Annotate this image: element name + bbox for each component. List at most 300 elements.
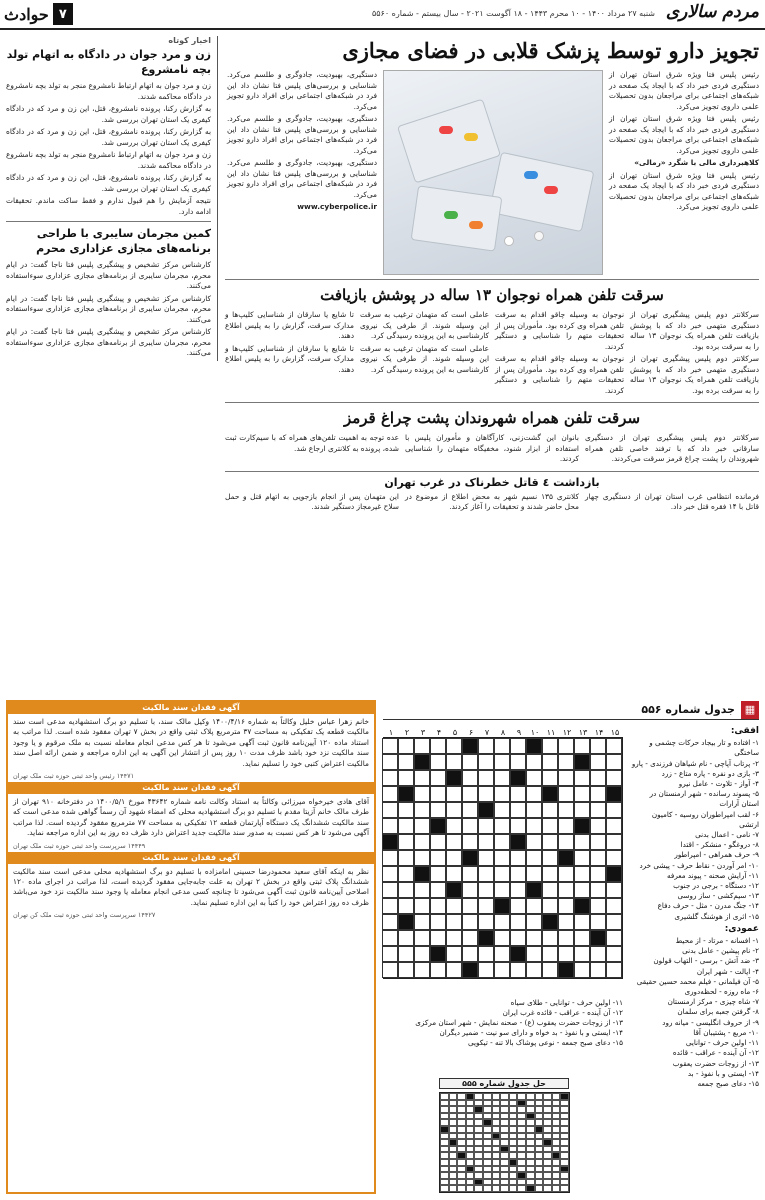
solution-cell bbox=[474, 1113, 483, 1120]
crossword-cell[interactable] bbox=[510, 882, 526, 898]
ad3-text: نظر به اینکه آقای سعید محمودرضا حسینی امامزاده با تسلیم دو برگ استشهادیه محلی مدعی است سند مالکیت ششدانگ پلاک ثبتی واقع در بخش ۲ تهران به علت جابه‌جایی مفقود گردیده است، لذا مراتب در اجرای ماده ۱۲۰ اصلاحی آیین‌نامه قانون ثبت آگهی می‌شود تا چنانچه کسی مدعی انجام معامله یا وجود سند مالکیت نزد خود می‌باشد ظرف ده روز اعتراض خود را کتباً به این اداره تسلیم نماید. bbox=[13, 866, 369, 907]
crossword-cell[interactable] bbox=[558, 834, 574, 850]
crossword-cell[interactable] bbox=[590, 738, 606, 754]
solution-cell bbox=[509, 1093, 518, 1100]
story3-headline: سرقت تلفن همراه شهروندان پشت چراغ قرمز bbox=[343, 409, 641, 427]
crossword-cell[interactable] bbox=[478, 850, 494, 866]
crossword-cell[interactable] bbox=[382, 930, 398, 946]
solution-cell bbox=[457, 1185, 466, 1192]
solution-cell bbox=[483, 1139, 492, 1146]
crossword-cell[interactable] bbox=[542, 754, 558, 770]
crossword-cell[interactable] bbox=[558, 866, 574, 882]
crossword-cell[interactable] bbox=[590, 818, 606, 834]
crossword-cell[interactable] bbox=[398, 754, 414, 770]
crossword-cell[interactable] bbox=[526, 898, 542, 914]
solution-cell bbox=[492, 1139, 501, 1146]
crossword-cell[interactable] bbox=[558, 946, 574, 962]
crossword-cell[interactable] bbox=[478, 866, 494, 882]
solution-cell bbox=[500, 1139, 509, 1146]
solution-cell bbox=[440, 1166, 449, 1173]
crossword-cell[interactable] bbox=[542, 866, 558, 882]
crossword-cell[interactable] bbox=[382, 962, 398, 978]
crossword-cell[interactable] bbox=[494, 786, 510, 802]
crossword-cell[interactable] bbox=[398, 770, 414, 786]
crossword-cell[interactable] bbox=[398, 802, 414, 818]
crossword-cell[interactable] bbox=[510, 898, 526, 914]
crossword-cell[interactable] bbox=[414, 946, 430, 962]
solution-cell bbox=[526, 1106, 535, 1113]
crossword-black-cell[interactable] bbox=[398, 914, 414, 930]
crossword-black-cell[interactable] bbox=[590, 930, 606, 946]
solution-cell bbox=[474, 1172, 483, 1179]
crossword-cell[interactable] bbox=[446, 850, 462, 866]
crossword-cell[interactable] bbox=[542, 738, 558, 754]
crossword-cell[interactable] bbox=[494, 882, 510, 898]
crossword-cell[interactable] bbox=[590, 962, 606, 978]
crossword-cell[interactable] bbox=[590, 946, 606, 962]
solution-cell bbox=[552, 1133, 561, 1140]
crossword-cell[interactable] bbox=[606, 738, 622, 754]
crossword-cell[interactable] bbox=[494, 802, 510, 818]
crossword-black-cell[interactable] bbox=[574, 754, 590, 770]
crossword-cell[interactable] bbox=[510, 930, 526, 946]
crossword-cell[interactable] bbox=[430, 898, 446, 914]
crossword-cell[interactable] bbox=[414, 738, 430, 754]
crossword-cell[interactable] bbox=[606, 914, 622, 930]
crossword-cell[interactable] bbox=[574, 786, 590, 802]
crossword-cell[interactable] bbox=[558, 882, 574, 898]
crossword-cell[interactable] bbox=[398, 962, 414, 978]
crossword-cell[interactable] bbox=[606, 946, 622, 962]
crossword-cell[interactable] bbox=[526, 962, 542, 978]
solution-cell bbox=[560, 1133, 569, 1140]
crossword-cell[interactable] bbox=[510, 786, 526, 802]
crossword-cell[interactable] bbox=[590, 882, 606, 898]
crossword-black-cell[interactable] bbox=[414, 754, 430, 770]
crossword-cell[interactable] bbox=[590, 770, 606, 786]
solution-cell bbox=[535, 1119, 544, 1126]
solution-cell bbox=[466, 1113, 475, 1120]
crossword-cell[interactable] bbox=[606, 834, 622, 850]
crossword-cell[interactable] bbox=[462, 946, 478, 962]
clue-item: ۱۳- از زوجات حضرت یعقوب bbox=[672, 1058, 759, 1068]
crossword-cell[interactable] bbox=[478, 962, 494, 978]
crossword-cell[interactable] bbox=[494, 946, 510, 962]
clue-item: ۱۴- ایستی و با نفوذ - بد خواه و دارای سو نیت - ضمیر دیگران bbox=[439, 1028, 623, 1037]
solution-cell bbox=[457, 1179, 466, 1186]
crossword-cell[interactable] bbox=[606, 962, 622, 978]
crossword-cell[interactable] bbox=[382, 898, 398, 914]
crossword-cell[interactable] bbox=[542, 930, 558, 946]
crossword-black-cell[interactable] bbox=[462, 850, 478, 866]
solution-cell bbox=[483, 1113, 492, 1120]
crossword-cell[interactable] bbox=[606, 882, 622, 898]
crossword-cell[interactable] bbox=[606, 930, 622, 946]
crossword-cell[interactable] bbox=[398, 946, 414, 962]
crossword-cell[interactable] bbox=[398, 738, 414, 754]
crossword-cell[interactable] bbox=[478, 754, 494, 770]
crossword-black-cell[interactable] bbox=[542, 914, 558, 930]
crossword-black-cell[interactable] bbox=[446, 882, 462, 898]
crossword-cell[interactable] bbox=[446, 914, 462, 930]
crossword-black-cell[interactable] bbox=[558, 962, 574, 978]
story4-headline: بازداشت ٤ قاتل خطرناک در غرب تهران bbox=[384, 475, 600, 489]
crossword-cell[interactable] bbox=[414, 802, 430, 818]
crossword-black-cell[interactable] bbox=[542, 786, 558, 802]
crossword-cell[interactable] bbox=[494, 818, 510, 834]
crossword-cell[interactable] bbox=[446, 786, 462, 802]
crossword-cell[interactable] bbox=[414, 834, 430, 850]
crossword-cell[interactable] bbox=[414, 962, 430, 978]
crossword-cell[interactable] bbox=[446, 962, 462, 978]
solution-cell bbox=[492, 1159, 501, 1166]
crossword-black-cell[interactable] bbox=[478, 930, 494, 946]
lead-website: www.cyberpolice.ir bbox=[297, 202, 377, 211]
crossword-cell[interactable] bbox=[430, 834, 446, 850]
crossword-black-cell[interactable] bbox=[382, 834, 398, 850]
crossword-cell[interactable] bbox=[510, 850, 526, 866]
crossword-cell[interactable] bbox=[574, 962, 590, 978]
story2-body: سرکلانتر دوم پلیس پیشگیری تهران از دستگیری متهمی خبر داد که با پوشش بازیافت تلفن همراه یک نوجوان ۱۳ ساله را به سرقت برده بود. سرکلانتر دوم پلیس پیشگیری تهران از دستگیری متهمی خبر داد که با پوشش بازیافت تلفن همراه یک نوجوان ۱۳ ساله را به سرقت برده بود. نوجوان به وسیله چاقو اقدام به سرقت تلفن همراه وی کرده بود. مأموران پس از تحقیقات متهم را شناسایی و دستگیر کردند. نوجوان به وسیله چاقو اقدام به سرقت تلفن همراه وی کرده بود. مأموران پس از تحقیقات متهم را شناسایی و دستگیر کردند. عاملی است که متهمان ترغیب به سرقت این وسیله شوند. از طرفی یک نیروی کارشناسی به این پرونده رسیدگی کرد. عاملی است که متهمان ترغیب به سرقت این وسیله شوند. از طرفی یک نیروی کارشناسی به این پرونده رسیدگی کرد. تا شایع یا سارقان از شناسایی کلیپ‌ها و مدارک سرقت، گزارش را به پلیس اطلاع دهند. تا شایع یا سارقان از شناسایی کلیپ‌ها و مدارک سرقت، گزارش را به پلیس اطلاع دهند. bbox=[225, 310, 759, 395]
crossword-black-cell[interactable] bbox=[478, 802, 494, 818]
crossword-cell[interactable] bbox=[446, 946, 462, 962]
clue-item: ۱۵- اثری از هوشنگ گلشیری bbox=[674, 911, 759, 921]
crossword-cell[interactable] bbox=[526, 802, 542, 818]
crossword-cell[interactable] bbox=[590, 802, 606, 818]
crossword-cell[interactable] bbox=[574, 834, 590, 850]
ad1-text: خانم زهرا عباس خلیل وکالتاً به شماره ۱۴۰۰/۴/۱۶ وکیل مالک سند، با تسلیم دو برگ استشهادیه مدعی است سند مالکیت قطعه یک تفکیکی به مساحت ۳۷ مترمربع پلاک ثبتی واقع در بخش ۷ تهران مفقود شده است. لذا مراتب به استناد ماده ۱۲۰ آیین‌نامه قانون ثبت آگهی می‌شود تا هر کس مدعی انجام معامله نسبت به ملک مرقوم و یا وجود سند مالکیت نزد خود باشد ظرف مدت ۱۰ روز پس از انتشار این آگهی به این اداره مراجعه و ضمن ارائه اصل سند مالکیت اعتراض کتبی خود را تسلیم نماید. bbox=[13, 717, 369, 768]
crossword-cell[interactable] bbox=[398, 882, 414, 898]
crossword-cell[interactable] bbox=[462, 866, 478, 882]
clue-item: ۹- از حروف انگلیسی - میانه رود bbox=[662, 1017, 759, 1027]
legal-ads-box bbox=[6, 700, 376, 1194]
solution-cell bbox=[517, 1093, 526, 1100]
crossword-cell[interactable] bbox=[590, 786, 606, 802]
crossword-cell[interactable] bbox=[606, 850, 622, 866]
crossword-cell[interactable] bbox=[558, 802, 574, 818]
crossword-cell[interactable] bbox=[478, 914, 494, 930]
crossword-cell[interactable] bbox=[430, 786, 446, 802]
crossword-cell[interactable] bbox=[430, 802, 446, 818]
crossword-cell[interactable] bbox=[382, 786, 398, 802]
solution-cell bbox=[552, 1166, 561, 1173]
crossword-cell[interactable] bbox=[526, 850, 542, 866]
solution-cell bbox=[440, 1152, 449, 1159]
crossword-cell[interactable] bbox=[494, 770, 510, 786]
crossword-cell[interactable] bbox=[542, 882, 558, 898]
solution-cell bbox=[466, 1133, 475, 1140]
solution-cell bbox=[449, 1159, 458, 1166]
solution-cell bbox=[483, 1119, 492, 1126]
crossword-cell[interactable] bbox=[574, 946, 590, 962]
crossword-cell[interactable] bbox=[542, 962, 558, 978]
crossword-clues bbox=[631, 724, 759, 1089]
crossword-cell[interactable] bbox=[542, 802, 558, 818]
crossword-cell[interactable] bbox=[430, 866, 446, 882]
crossword-black-cell[interactable] bbox=[446, 770, 462, 786]
solution-cell bbox=[492, 1133, 501, 1140]
crossword-cell[interactable] bbox=[414, 770, 430, 786]
crossword-cell[interactable] bbox=[558, 818, 574, 834]
crossword-cell[interactable] bbox=[558, 754, 574, 770]
crossword-cell[interactable] bbox=[430, 882, 446, 898]
column-number: ۱۵ bbox=[610, 728, 620, 737]
crossword-cell[interactable] bbox=[462, 770, 478, 786]
crossword-cell[interactable] bbox=[494, 866, 510, 882]
crossword-cell[interactable] bbox=[478, 834, 494, 850]
crossword-black-cell[interactable] bbox=[494, 898, 510, 914]
crossword-cell[interactable] bbox=[430, 770, 446, 786]
crossword-cell[interactable] bbox=[606, 754, 622, 770]
crossword-cell[interactable] bbox=[478, 738, 494, 754]
crossword-cell[interactable] bbox=[462, 786, 478, 802]
crossword-cell[interactable] bbox=[478, 882, 494, 898]
crossword-cell[interactable] bbox=[430, 850, 446, 866]
solution-cell bbox=[466, 1166, 475, 1173]
crossword-cell[interactable] bbox=[462, 818, 478, 834]
crossword-cell[interactable] bbox=[478, 770, 494, 786]
crossword-cell[interactable] bbox=[510, 914, 526, 930]
solution-cell bbox=[509, 1126, 518, 1133]
crossword-cell[interactable] bbox=[382, 882, 398, 898]
crossword-cell[interactable] bbox=[414, 898, 430, 914]
crossword-cell[interactable] bbox=[494, 850, 510, 866]
crossword-cell[interactable] bbox=[430, 962, 446, 978]
crossword-cell[interactable] bbox=[526, 818, 542, 834]
crossword-black-cell[interactable] bbox=[606, 786, 622, 802]
crossword-grid-wrap bbox=[383, 728, 623, 979]
crossword-cell[interactable] bbox=[558, 770, 574, 786]
clue-item: ۱۲- آن آینده - عراقب - قائده bbox=[672, 1048, 759, 1058]
clue-item: ۵- آن فیلمانی - فیلم محمد حسین حقیقی bbox=[636, 976, 759, 986]
crossword-cell[interactable] bbox=[478, 898, 494, 914]
crossword-cell[interactable] bbox=[494, 834, 510, 850]
crossword-cell[interactable] bbox=[382, 850, 398, 866]
solution-cell bbox=[457, 1166, 466, 1173]
crossword-cell[interactable] bbox=[590, 866, 606, 882]
crossword-cell[interactable] bbox=[414, 786, 430, 802]
crossword-cell[interactable] bbox=[446, 738, 462, 754]
crossword-cell[interactable] bbox=[446, 818, 462, 834]
crossword-cell[interactable] bbox=[574, 914, 590, 930]
crossword-cell[interactable] bbox=[446, 754, 462, 770]
crossword-cell[interactable] bbox=[414, 914, 430, 930]
crossword-cell[interactable] bbox=[558, 930, 574, 946]
crossword-cell[interactable] bbox=[526, 786, 542, 802]
crossword-cell[interactable] bbox=[494, 962, 510, 978]
crossword-cell[interactable] bbox=[510, 738, 526, 754]
crossword-cell[interactable] bbox=[462, 834, 478, 850]
crossword-cell[interactable] bbox=[398, 850, 414, 866]
ad2-title: آگهی فقدان سند مالکیت bbox=[8, 782, 374, 794]
crossword-black-cell[interactable] bbox=[430, 946, 446, 962]
crossword-black-cell[interactable] bbox=[558, 850, 574, 866]
solution-cell bbox=[492, 1113, 501, 1120]
crossword-cell[interactable] bbox=[526, 930, 542, 946]
solution-cell bbox=[543, 1159, 552, 1166]
solution-cell bbox=[509, 1133, 518, 1140]
crossword-cell[interactable] bbox=[574, 802, 590, 818]
crossword-black-cell[interactable] bbox=[398, 786, 414, 802]
crossword-black-cell[interactable] bbox=[526, 882, 542, 898]
crossword-cell[interactable] bbox=[462, 914, 478, 930]
crossword-cell[interactable] bbox=[606, 770, 622, 786]
crossword-cell[interactable] bbox=[398, 898, 414, 914]
crossword-cell[interactable] bbox=[526, 914, 542, 930]
solution-cell bbox=[492, 1119, 501, 1126]
crossword-black-cell[interactable] bbox=[606, 866, 622, 882]
crossword-cell[interactable] bbox=[382, 738, 398, 754]
crossword-cell[interactable] bbox=[542, 770, 558, 786]
crossword-cell[interactable] bbox=[462, 898, 478, 914]
crossword-black-cell[interactable] bbox=[462, 738, 478, 754]
solution-cell bbox=[500, 1133, 509, 1140]
crossword-black-cell[interactable] bbox=[574, 898, 590, 914]
clue-item: ۱۱- اولین حرف - توانایی bbox=[685, 1038, 759, 1048]
solution-cell bbox=[449, 1146, 458, 1153]
ad1-title: آگهی فقدان سند مالکیت bbox=[8, 702, 374, 714]
crossword-cell[interactable] bbox=[558, 914, 574, 930]
crossword-black-cell[interactable] bbox=[430, 818, 446, 834]
crossword-cell[interactable] bbox=[574, 770, 590, 786]
crossword-cell[interactable] bbox=[382, 802, 398, 818]
crossword-cell[interactable] bbox=[430, 754, 446, 770]
down-title: عمودی: bbox=[724, 923, 759, 934]
crossword-cell[interactable] bbox=[526, 754, 542, 770]
crossword-cell[interactable] bbox=[510, 802, 526, 818]
crossword-cell[interactable] bbox=[510, 818, 526, 834]
story3-body: سرکلانتر دوم پلیس پیشگیری تهران از دستگیری سارقانی خبر داد که با ترفند خاصی تلفن همراه شهروندان را پشت چراغ قرمز سرقت می‌کردند. بانوان این گشت‌زنی، کارآگاهان و مأموران پلیس با استفاده از ابزار شنود، مخفیگاه متهمان را شناسایی کردند. عده توجه به اهمیت تلفن‌های همراه که با سیم‌کارت ثبت شده، پرونده به کلانتری ارجاع شد. bbox=[225, 433, 759, 463]
crossword-black-cell[interactable] bbox=[462, 962, 478, 978]
crossword-cell[interactable] bbox=[494, 914, 510, 930]
crossword-cell[interactable] bbox=[542, 818, 558, 834]
solution-cell bbox=[517, 1159, 526, 1166]
crossword-cell[interactable] bbox=[526, 834, 542, 850]
solution-cell bbox=[474, 1093, 483, 1100]
crossword-cell[interactable] bbox=[462, 882, 478, 898]
solution-cell bbox=[466, 1126, 475, 1133]
crossword-cell[interactable] bbox=[542, 898, 558, 914]
crossword-cell[interactable] bbox=[574, 882, 590, 898]
crossword-cell[interactable] bbox=[414, 882, 430, 898]
crossword-cell[interactable] bbox=[382, 818, 398, 834]
clue-item: ۱۵- دعای صبح جمعه bbox=[697, 1078, 759, 1088]
crossword-cell[interactable] bbox=[382, 770, 398, 786]
crossword-cell[interactable] bbox=[494, 754, 510, 770]
crossword-black-cell[interactable] bbox=[510, 834, 526, 850]
crossword-black-cell[interactable] bbox=[526, 738, 542, 754]
crossword-cell[interactable] bbox=[494, 738, 510, 754]
crossword-cell[interactable] bbox=[446, 866, 462, 882]
solution-cell bbox=[492, 1146, 501, 1153]
crossword-cell[interactable] bbox=[478, 786, 494, 802]
solution-cell bbox=[535, 1146, 544, 1153]
crossword-cell[interactable] bbox=[574, 850, 590, 866]
crossword-cell[interactable] bbox=[526, 866, 542, 882]
solution-cell bbox=[517, 1152, 526, 1159]
crossword-cell[interactable] bbox=[478, 946, 494, 962]
crossword-cell[interactable] bbox=[590, 834, 606, 850]
crossword-black-cell[interactable] bbox=[510, 770, 526, 786]
crossword-cell[interactable] bbox=[398, 834, 414, 850]
crossword-cell[interactable] bbox=[542, 834, 558, 850]
crossword-cell[interactable] bbox=[526, 946, 542, 962]
crossword-cell[interactable] bbox=[478, 818, 494, 834]
crossword-cell[interactable] bbox=[414, 930, 430, 946]
crossword-cell[interactable] bbox=[558, 898, 574, 914]
crossword-cell[interactable] bbox=[382, 866, 398, 882]
crossword-cell[interactable] bbox=[558, 738, 574, 754]
crossword-cell[interactable] bbox=[446, 802, 462, 818]
solution-cell bbox=[474, 1146, 483, 1153]
crossword-cell[interactable] bbox=[606, 818, 622, 834]
crossword-cell[interactable] bbox=[398, 818, 414, 834]
solution-cell bbox=[440, 1139, 449, 1146]
solution-cell bbox=[500, 1159, 509, 1166]
solution-cell bbox=[449, 1179, 458, 1186]
crossword-cell[interactable] bbox=[398, 930, 414, 946]
crossword-cell[interactable] bbox=[398, 866, 414, 882]
crossword-black-cell[interactable] bbox=[574, 818, 590, 834]
crossword-cell[interactable] bbox=[494, 930, 510, 946]
clue-item: ۳- بازی دو نفره - پاره متاع - زرد bbox=[661, 768, 759, 778]
crossword-cell[interactable] bbox=[446, 898, 462, 914]
crossword-cell[interactable] bbox=[542, 946, 558, 962]
crossword-cell[interactable] bbox=[414, 818, 430, 834]
crossword-cell[interactable] bbox=[430, 914, 446, 930]
solution-cell bbox=[466, 1159, 475, 1166]
crossword-cell[interactable] bbox=[574, 866, 590, 882]
crossword-cell[interactable] bbox=[574, 930, 590, 946]
solution-cell bbox=[492, 1166, 501, 1173]
crossword-black-cell[interactable] bbox=[414, 866, 430, 882]
crossword-cell[interactable] bbox=[446, 930, 462, 946]
crossword-cell[interactable] bbox=[558, 786, 574, 802]
crossword-cell[interactable] bbox=[590, 754, 606, 770]
crossword-cell[interactable] bbox=[590, 914, 606, 930]
crossword-cell[interactable] bbox=[574, 738, 590, 754]
crossword-cell[interactable] bbox=[526, 770, 542, 786]
crossword-cell[interactable] bbox=[430, 738, 446, 754]
crossword-cell[interactable] bbox=[590, 850, 606, 866]
solution-cell bbox=[500, 1100, 509, 1107]
solution-cell bbox=[474, 1159, 483, 1166]
crossword-cell[interactable] bbox=[382, 946, 398, 962]
crossword-cell[interactable] bbox=[462, 754, 478, 770]
solution-cell bbox=[560, 1126, 569, 1133]
crossword-cell[interactable] bbox=[462, 930, 478, 946]
crossword-cell[interactable] bbox=[446, 834, 462, 850]
solution-title: حل جدول شماره ۵۵۵ bbox=[439, 1078, 569, 1089]
crossword-cell[interactable] bbox=[606, 802, 622, 818]
crossword-cell[interactable] bbox=[606, 898, 622, 914]
crossword-cell[interactable] bbox=[542, 850, 558, 866]
crossword-cell[interactable] bbox=[382, 754, 398, 770]
crossword-cell[interactable] bbox=[510, 962, 526, 978]
solution-cell bbox=[552, 1139, 561, 1146]
crossword-cell[interactable] bbox=[462, 802, 478, 818]
crossword-cell[interactable] bbox=[382, 914, 398, 930]
crossword-black-cell[interactable] bbox=[510, 946, 526, 962]
crossword-cell[interactable] bbox=[430, 930, 446, 946]
crossword-cell[interactable] bbox=[590, 898, 606, 914]
clue-item: ۱۲- آن آینده - عراقب - قائده غرب ایران bbox=[502, 1008, 623, 1017]
crossword-cell[interactable] bbox=[414, 850, 430, 866]
left-headline-1: زن و مرد جوان در دادگاه به اتهام تولد بچه نامشروع bbox=[6, 48, 211, 76]
solution-cell bbox=[543, 1152, 552, 1159]
crossword-cell[interactable] bbox=[510, 866, 526, 882]
crossword-cell[interactable] bbox=[510, 754, 526, 770]
